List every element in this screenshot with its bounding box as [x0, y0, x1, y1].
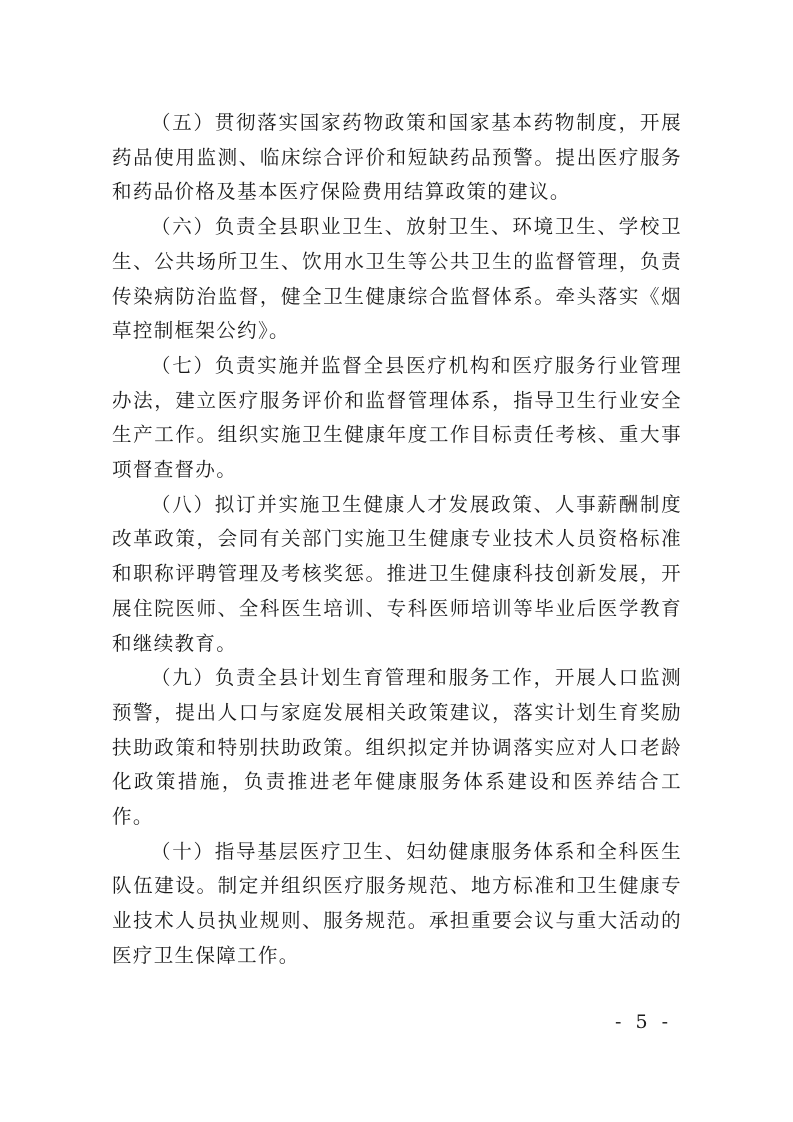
paragraph-item-8: （八）拟订并实施卫生健康人才发展政策、人事薪酬制度改革政策，会同有关部门实施卫生健康专业技术人员资格标准和职称评聘管理及考核奖惩。推进卫生健康科技创新发展，开展住院医师、全科医生培训、专科医师培训等毕业后医学教育和继续教育。	[112, 492, 682, 655]
document-body	[112, 106, 682, 974]
paragraph-item-7: （七）负责实施并监督全县医疗机构和医疗服务行业管理办法，建立医疗服务评价和监督管理体系，指导卫生行业安全生产工作。组织实施卫生健康年度工作目标责任考核、重大事项督查督办。	[112, 353, 682, 482]
page-number: - 5 -	[614, 1011, 672, 1033]
paragraph-item-9: （九）负责全县计划生育管理和服务工作，开展人口监测预警，提出人口与家庭发展相关政策建议，落实计划生育奖励扶助政策和特别扶助政策。组织拟定并协调落实应对人口老龄化政策措施，负责推进老年健康服务体系建设和医养结合工作。	[112, 666, 682, 829]
paragraph-item-10: （十）指导基层医疗卫生、妇幼健康服务体系和全科医生队伍建设。制定并组织医疗服务规范、地方标准和卫生健康专业技术人员执业规则、服务规范。承担重要会议与重大活动的医疗卫生保障工作。	[112, 839, 682, 967]
paragraph-item-5: （五）贯彻落实国家药物政策和国家基本药物制度，开展药品使用监测、临床综合评价和短缺药品预警。提出医疗服务和药品价格及基本医疗保险费用结算政策的建议。	[112, 111, 682, 204]
paragraph-item-6: （六）负责全县职业卫生、放射卫生、环境卫生、学校卫生、公共场所卫生、饮用水卫生等公共卫生的监督管理，负责传染病防治监督，健全卫生健康综合监督体系。牵头落实《烟草控制框架公约》。	[112, 215, 682, 343]
